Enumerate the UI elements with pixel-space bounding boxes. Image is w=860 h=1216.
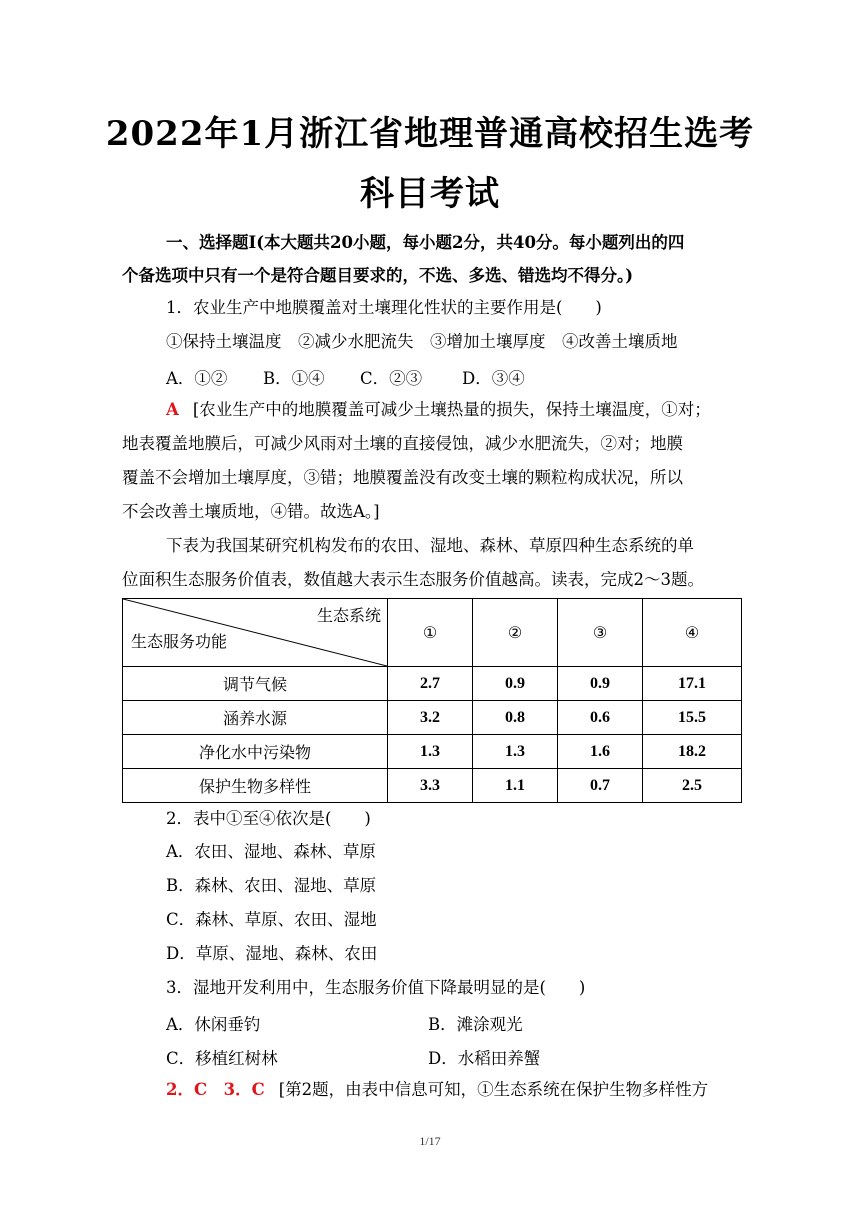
q1-items: ①保持土壤温度 ②减少水肥流失 ③增加土壤厚度 ④改善土壤质地 xyxy=(166,332,678,351)
table-cell: 15.5 xyxy=(643,701,742,735)
table-row-label: 调节气候 xyxy=(123,667,388,701)
table-cell: 2.5 xyxy=(643,769,742,803)
table-intro-line-1: 下表为我国某研究机构发布的农田、湿地、森林、草原四种生态系统的单 xyxy=(166,536,694,555)
q2-option-a: A．农田、湿地、森林、草原 xyxy=(166,842,376,861)
q23-answers: 2．C 3．C xyxy=(166,1080,265,1099)
table-row xyxy=(123,701,742,735)
table-col-header: ① xyxy=(388,599,473,667)
q1-option-b: B．①④ xyxy=(263,369,325,388)
table-col-header: ② xyxy=(473,599,558,667)
q2-option-c: C．森林、草原、农田、湿地 xyxy=(166,910,377,929)
table-header-row xyxy=(123,599,742,667)
q1-option-d: D．③④ xyxy=(462,369,525,388)
table-cell: 18.2 xyxy=(643,735,742,769)
page-title-line-2: 科目考试 xyxy=(360,174,500,214)
table-cell: 1.3 xyxy=(388,735,473,769)
q1-option-c: C．②③ xyxy=(360,369,423,388)
table-row xyxy=(123,735,742,769)
q3-option-c: C．移植红树林 xyxy=(166,1049,278,1068)
table-row-label: 保护生物多样性 xyxy=(123,769,388,803)
table-cell: 3.2 xyxy=(388,701,473,735)
table-cell: 1.1 xyxy=(473,769,558,803)
table-row xyxy=(123,769,742,803)
table-cell: 0.9 xyxy=(558,667,643,701)
q2-option-b: B．森林、农田、湿地、草原 xyxy=(166,876,377,895)
q2-option-d: D．草原、湿地、森林、农田 xyxy=(166,944,378,963)
table-cell: 17.1 xyxy=(643,667,742,701)
q2-stem: 2．表中①至④依次是( ) xyxy=(166,809,371,828)
corner-label-function: 生态服务功能 xyxy=(131,632,228,651)
section-header-line-2: 个备选项中只有一个是符合题目要求的，不选、多选、错选均不得分。) xyxy=(122,266,634,285)
q1-explanation-line-2: 地表覆盖地膜后，可减少风雨对土壤的直接侵蚀，减少水肥流失，②对；地膜 xyxy=(122,434,683,453)
ecosystem-service-value-table xyxy=(122,598,742,803)
section-header-line-1: 一、选择题Ⅰ(本大题共20小题，每小题2分，共40分。每小题列出的四 xyxy=(166,233,685,252)
q1-option-a: A．①② xyxy=(166,369,228,388)
page-title-line-1: 2022年1月浙江省地理普通高校招生选考 xyxy=(105,114,755,154)
q1-explanation-line-3: 覆盖不会增加土壤厚度，③错；地膜覆盖没有改变土壤的颗粒构成状况，所以 xyxy=(122,468,683,487)
table-cell: 3.3 xyxy=(388,769,473,803)
table-row-label: 净化水中污染物 xyxy=(123,735,388,769)
table-cell: 2.7 xyxy=(388,667,473,701)
q3-option-d: D．水稻田养蟹 xyxy=(428,1049,541,1068)
table-row xyxy=(123,667,742,701)
q1-answer: A xyxy=(166,400,179,419)
q3-option-a: A．休闲垂钓 xyxy=(166,1015,261,1034)
q1-explanation-line-1: A [农业生产中的地膜覆盖可减少土壤热量的损失，保持土壤温度，①对； xyxy=(166,400,711,419)
table-cell: 1.6 xyxy=(558,735,643,769)
table-col-header: ③ xyxy=(558,599,643,667)
table-cell: 1.3 xyxy=(473,735,558,769)
table-row-label: 涵养水源 xyxy=(123,701,388,735)
q1-stem: 1．农业生产中地膜覆盖对土壤理化性状的主要作用是( ) xyxy=(166,298,602,317)
table-col-header: ④ xyxy=(643,599,742,667)
table-cell: 0.8 xyxy=(473,701,558,735)
table-corner-cell xyxy=(123,599,388,667)
corner-label-ecosystem: 生态系统 xyxy=(316,606,381,625)
q3-stem: 3．湿地开发利用中，生态服务价值下降最明显的是( ) xyxy=(166,978,586,997)
table-cell: 0.7 xyxy=(558,769,643,803)
table-cell: 0.9 xyxy=(473,667,558,701)
q23-explanation-line-1: 2．C 3．C [第2题，由表中信息可知，①生态系统在保护生物多样性方 xyxy=(166,1080,709,1099)
table-intro-line-2: 位面积生态服务价值表，数值越大表示生态服务价值越高。读表，完成2～3题。 xyxy=(122,570,704,589)
table-cell: 0.6 xyxy=(558,701,643,735)
q1-explanation-line-4: 不会改善土壤质地，④错。故选A。] xyxy=(122,502,380,521)
page-number: 1/17 xyxy=(419,1134,441,1148)
q3-option-b: B．滩涂观光 xyxy=(428,1015,523,1034)
